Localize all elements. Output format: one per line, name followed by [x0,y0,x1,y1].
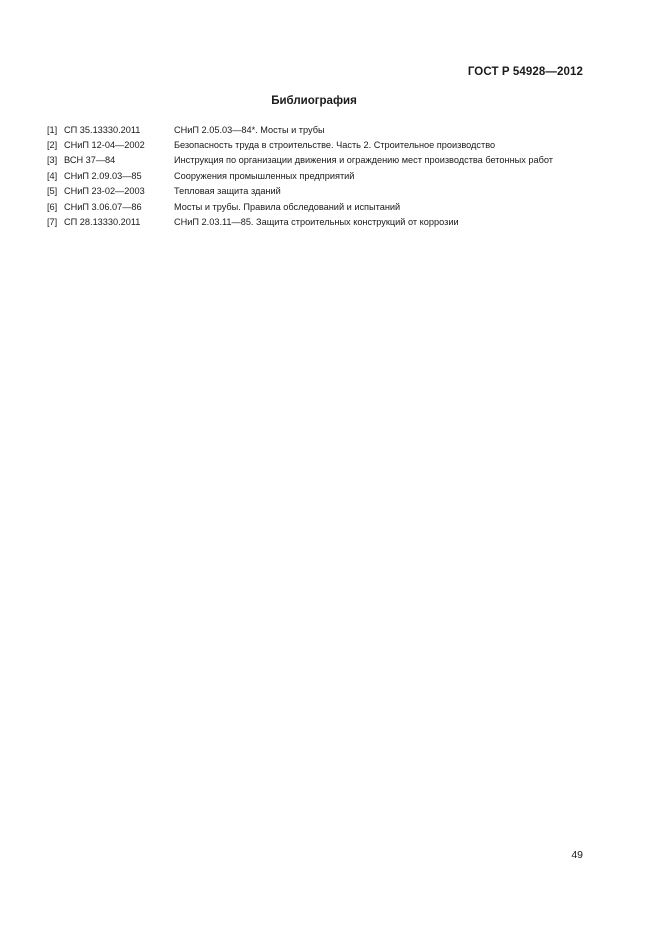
bibliography-entry [47,153,607,168]
entry-number: [3] [47,155,58,166]
entry-title: Тепловая защита зданий [174,186,281,197]
entry-title: Безопасность труда в строительстве. Часть 2. Строительное производство [174,140,496,151]
entry-code: СНиП 2.09.03—85 [64,170,142,181]
entry-title: СНиП 2.05.03—84*. Мосты и трубы [174,124,325,135]
section-title: Библиография [271,95,357,107]
entry-code: СНиП 23-02—2003 [64,186,145,197]
bibliography-entry [47,199,607,214]
bibliography-entry [47,168,607,183]
bibliography-list [47,122,607,230]
page-number: 49 [571,849,583,861]
entry-title: Сооружения промышленных предприятий [174,170,355,181]
entry-number: [2] [47,140,58,151]
entry-title: СНиП 2.03.11—85. Защита строительных конструкций от коррозии [174,217,459,228]
bibliography-entry [47,122,607,137]
entry-code: СНиП 12-04—2002 [64,140,145,151]
document-code: ГОСТ Р 54928—2012 [467,66,583,78]
entry-title: Инструкция по организации движения и ограждению мест производства бетонных работ [174,155,554,166]
bibliography-entry [47,137,607,152]
entry-title: Мосты и трубы. Правила обследований и испытаний [174,201,401,212]
entry-code: ВСН 37—84 [64,155,116,166]
entry-number: [5] [47,186,58,197]
bibliography-entry [47,184,607,199]
bibliography-entry [47,214,607,229]
entry-number: [6] [47,201,58,212]
entry-number: [4] [47,170,58,181]
entry-number: [7] [47,217,58,228]
entry-number: [1] [47,124,58,135]
entry-code: СП 28.13330.2011 [64,217,141,228]
entry-code: СНиП 3.06.07—86 [64,201,142,212]
entry-code: СП 35.13330.2011 [64,124,141,135]
